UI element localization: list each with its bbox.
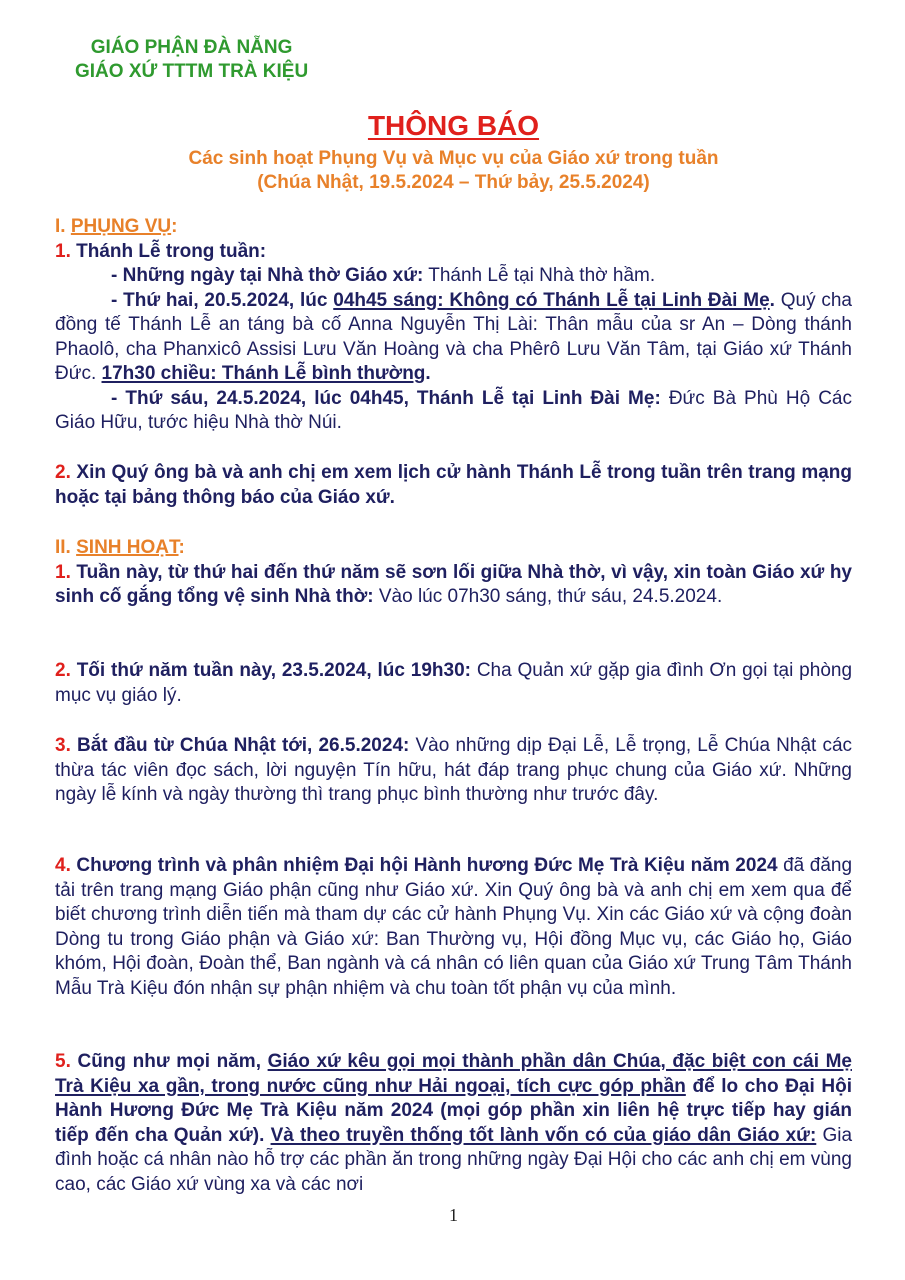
- document-header: [75, 36, 308, 84]
- item-number: 5.: [55, 1051, 71, 1072]
- item-4-bold: Chương trình và phân nhiệm Đại hội Hành hương Đức Mẹ Trà Kiệu năm 2024: [76, 855, 778, 876]
- bullet-2-evening-mass: 17h30 chiều: Thánh Lễ bình thường: [101, 363, 426, 384]
- bullet-2-dot: .: [769, 289, 775, 311]
- section-1-liturgy: [55, 215, 852, 436]
- friday-mass-bullet: [55, 387, 852, 436]
- section-2-item-2: [55, 659, 852, 708]
- item-number: 4.: [55, 855, 71, 876]
- section-2-heading: [55, 536, 852, 561]
- subtitle-line-1: Các sinh hoạt Phụng Vụ và Mục vụ của Giáo xứ trong tuần: [188, 148, 719, 169]
- item-5-underlined-b: Và theo truyền thống tốt lành vốn có của giáo dân Giáo xứ:: [270, 1124, 817, 1146]
- section-1-title: PHỤNG VỤ: [70, 216, 172, 237]
- bullet-2-dot-2: .: [425, 363, 431, 384]
- item-number: 1.: [55, 240, 71, 262]
- item-1-bold: Tuần này, từ thứ hai đến thứ năm sẽ sơn lối giữa Nhà thờ, vì vậy, xin toàn Giáo xứ hy sinh cố gắng tổng vệ sinh Nhà thờ:: [55, 561, 852, 607]
- section-2-roman: II.: [55, 537, 71, 558]
- weekday-mass-bullet: [55, 264, 852, 289]
- section-2-item-4: [55, 854, 852, 1001]
- item-2-text: Xin Quý ông bà và anh chị em xem lịch cử hành Thánh Lễ trong tuần trên trang mạng hoặc tại bảng thông báo của Giáo xứ.: [55, 462, 853, 508]
- diocese-name: GIÁO PHẬN ĐÀ NẴNG: [90, 37, 293, 58]
- monday-mass-bullet: [55, 289, 852, 387]
- section-2-item-1: [55, 561, 852, 610]
- item-number: 2.: [55, 660, 71, 681]
- bullet-1-text: Thánh Lễ tại Nhà thờ hầm.: [428, 265, 656, 286]
- section-1-roman: I.: [55, 216, 66, 237]
- item-3-bold: Bắt đầu từ Chúa Nhật tới, 26.5.2024:: [77, 735, 410, 756]
- section-1-heading: [55, 215, 852, 240]
- bullet-2-label: - Thứ hai, 20.5.2024, lúc: [111, 289, 334, 311]
- section-2-activities: [55, 536, 852, 610]
- section-2-colon: :: [178, 537, 185, 558]
- item-number: 3.: [55, 735, 71, 756]
- subtitle-line-2: (Chúa Nhật, 19.5.2024 – Thứ bảy, 25.5.2024): [257, 172, 650, 193]
- bullet-2-text: Quý cha đồng tế Thánh Lễ an táng bà cố Anna Nguyễn Thị Lài: Thân mẫu của sr An – Dòng thánh Phaolô, cha Phanxicô Assisi Lưu Văn Hoàng và cha Phêrô Lưu Văn Tâm, tại Giáo xứ Thánh Đức.: [55, 289, 852, 384]
- item-number: 1.: [55, 561, 71, 583]
- item-5-bold-b: để lo cho Đại Hội Hành Hương Đức Mẹ Trà Kiệu năm 2024 (mọi góp phần xin liên hệ trực tiếp hay gián tiếp đến cha Quản xứ).: [55, 1075, 853, 1146]
- bullet-2-underlined: 04h45 sáng: Không có Thánh Lễ tại Linh Đài Mẹ: [333, 289, 770, 311]
- item-1-title: Thánh Lễ trong tuần:: [76, 240, 267, 262]
- bullet-3-text: Đức Bà Phù Hộ Các Giáo Hữu, tước hiệu Nhà thờ Núi.: [55, 387, 852, 433]
- section-2-item-3: [55, 734, 852, 808]
- item-5-underlined-a: Giáo xứ kêu gọi mọi thành phần dân Chúa, đặc biệt con cái Mẹ Trà Kiệu xa gần, trong nước cũng như Hải ngoại, tích cực góp phần: [55, 1051, 852, 1097]
- notice-subtitle: [55, 147, 852, 195]
- section-2-item-5: [55, 1050, 852, 1197]
- page-number: 1: [449, 1205, 458, 1225]
- item-2-text: Cha Quản xứ gặp gia đình Ơn gọi tại phòng mục vụ giáo lý.: [55, 660, 853, 706]
- item-5-bold-a: Cũng như mọi năm,: [77, 1051, 261, 1072]
- section-1-colon: :: [171, 216, 178, 237]
- parish-name: GIÁO XỨ TTTM TRÀ KIỆU: [75, 61, 309, 82]
- item-5-text: Gia đình hoặc cá nhân nào hỗ trợ các phần ăn trong những ngày Đại Hội cho các anh chị em vùng cao, các Giáo xứ vùng xa và các nơi: [55, 1124, 853, 1195]
- item-2-bold: Tối thứ năm tuần này, 23.5.2024, lúc 19h30:: [76, 660, 471, 681]
- bullet-3-label: - Thứ sáu, 24.5.2024, lúc 04h45, Thánh Lễ tại Linh Đài Mẹ:: [111, 387, 661, 409]
- section-2-title: SINH HOẠT: [76, 537, 179, 558]
- item-3-text: Vào những dịp Đại Lễ, Lễ trọng, Lễ Chúa Nhật các thừa tác viên đọc sách, lời nguyện Tín hữu, hát đáp trang phục chung của Giáo xứ. Những ngày lễ kính và ngày thường thì trang phục bình thường như trước đây.: [55, 735, 853, 805]
- item-1-text: Vào lúc 07h30 sáng, thứ sáu, 24.5.2024.: [378, 586, 723, 607]
- notice-title: THÔNG BÁO: [367, 110, 540, 141]
- bullet-1-label: - Những ngày tại Nhà thờ Giáo xứ:: [111, 265, 424, 286]
- item-number: 2.: [55, 462, 71, 483]
- section-1-item-1-heading: [55, 240, 852, 265]
- item-4-text: đã đăng tải trên trang mạng Giáo phận cũng như Giáo xứ. Xin Quý ông bà và anh chị em xem qua để biết chương trình diễn tiến mà tham dự các cử hành Phụng Vụ. Xin các Giáo xứ và cộng đoàn Dòng tu trong Giáo phận và Giáo xứ: Ban Thường vụ, Hội đồng Mục vụ, các Giáo họ, Giáo khóm, Hội đoàn, Đoàn thể, Ban ngành và cá nhân có liên quan của Giáo xứ Trung Tâm Thánh Mẫu Trà Kiệu đón nhận sự phận nhiệm và chu toàn tốt phận vụ của mình.: [55, 855, 853, 999]
- section-1-item-2: [55, 461, 852, 510]
